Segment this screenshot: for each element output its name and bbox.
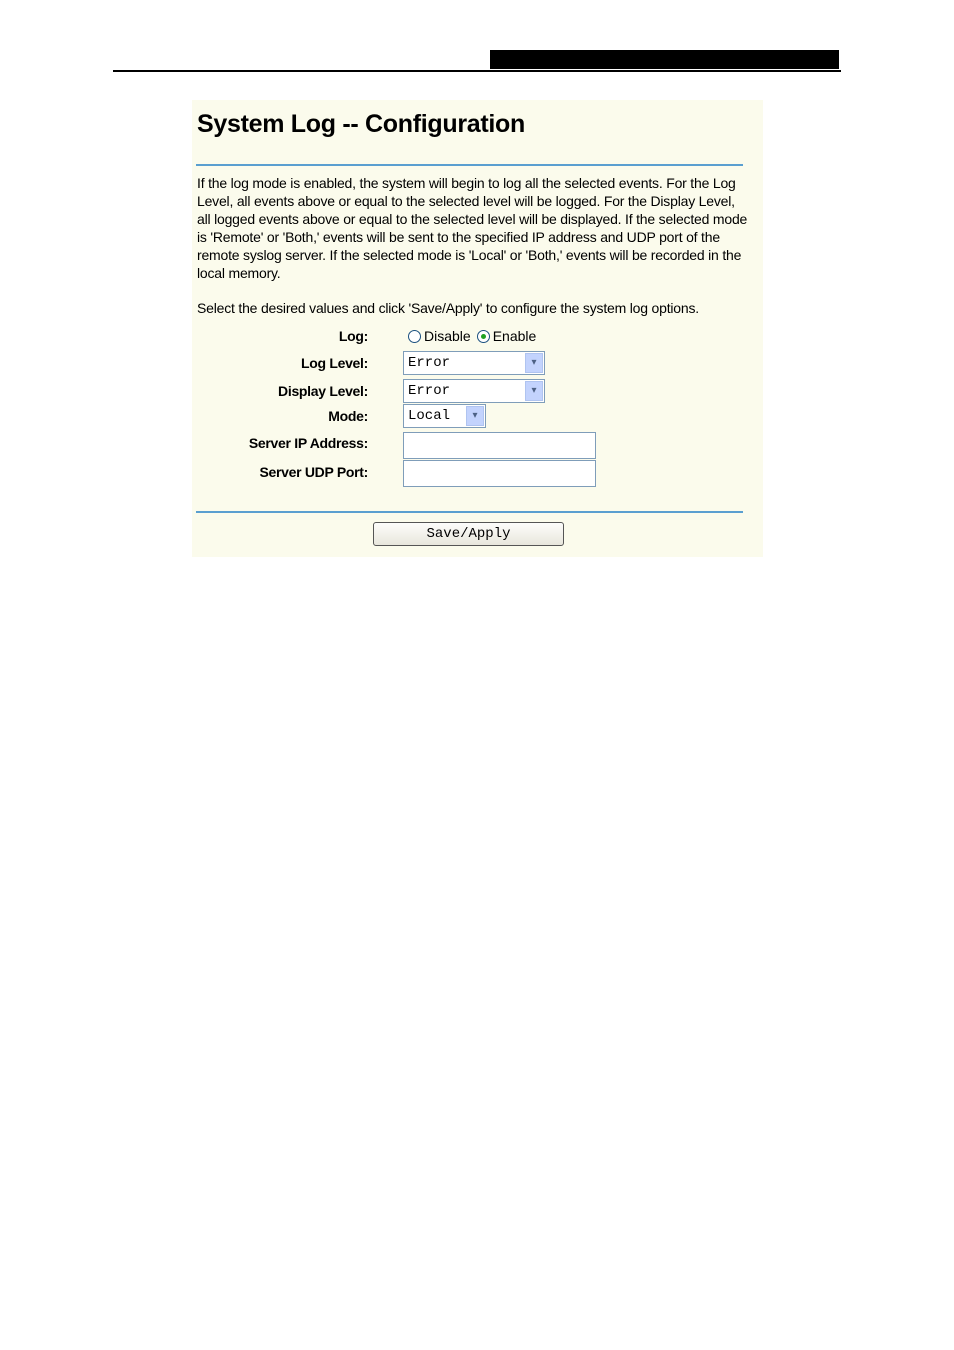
description-text: If the log mode is enabled, the system will begin to log all the selected events. For the Log Level, all events above or equal to the selected level will be logged. For the Display Level, all logged events above or equal to the selected level will be displayed. If the selected mode is 'Remote' or 'Both,' events will be sent to the specified IP address and UDP port of the remote syslog server. If the selected mode is 'Local' or 'Both,' events will be recorded in the local memory. — [197, 175, 748, 281]
chevron-down-icon[interactable]: ▾ — [466, 406, 484, 426]
enable-radio[interactable] — [477, 330, 490, 343]
header-bar — [490, 50, 839, 69]
mode-value: Local — [408, 408, 451, 424]
display-level-select[interactable] — [403, 379, 545, 403]
log-level-value: Error — [408, 355, 451, 371]
mode-select[interactable] — [403, 404, 486, 428]
disable-radio-label[interactable]: Disable — [424, 328, 471, 344]
save-apply-button[interactable]: Save/Apply — [373, 522, 564, 546]
display-level-value: Error — [408, 383, 451, 399]
chevron-down-icon[interactable]: ▾ — [525, 381, 543, 401]
mode-label: Mode: — [328, 408, 368, 424]
enable-radio-label[interactable]: Enable — [492, 328, 537, 344]
log-level-select[interactable] — [403, 351, 545, 375]
server-ip-label: Server IP Address: — [248, 435, 368, 451]
system-log-panel — [192, 100, 763, 557]
instruction-text: Select the desired values and click 'Save/Apply' to configure the system log options. — [197, 300, 699, 316]
server-udp-port-label: Server UDP Port: — [259, 464, 368, 480]
chevron-down-icon[interactable]: ▾ — [525, 353, 543, 373]
log-level-label: Log Level: — [300, 355, 368, 371]
display-level-label: Display Level: — [278, 383, 368, 399]
log-label: Log: — [338, 328, 368, 344]
bottom-divider — [196, 511, 743, 513]
header-rule — [113, 70, 841, 72]
log-radio-group — [408, 328, 542, 344]
top-divider — [196, 164, 743, 166]
disable-radio[interactable] — [408, 330, 421, 343]
server-udp-port-input[interactable] — [403, 460, 596, 487]
page-title: System Log -- Configuration — [197, 110, 525, 138]
server-ip-input[interactable] — [403, 432, 596, 459]
